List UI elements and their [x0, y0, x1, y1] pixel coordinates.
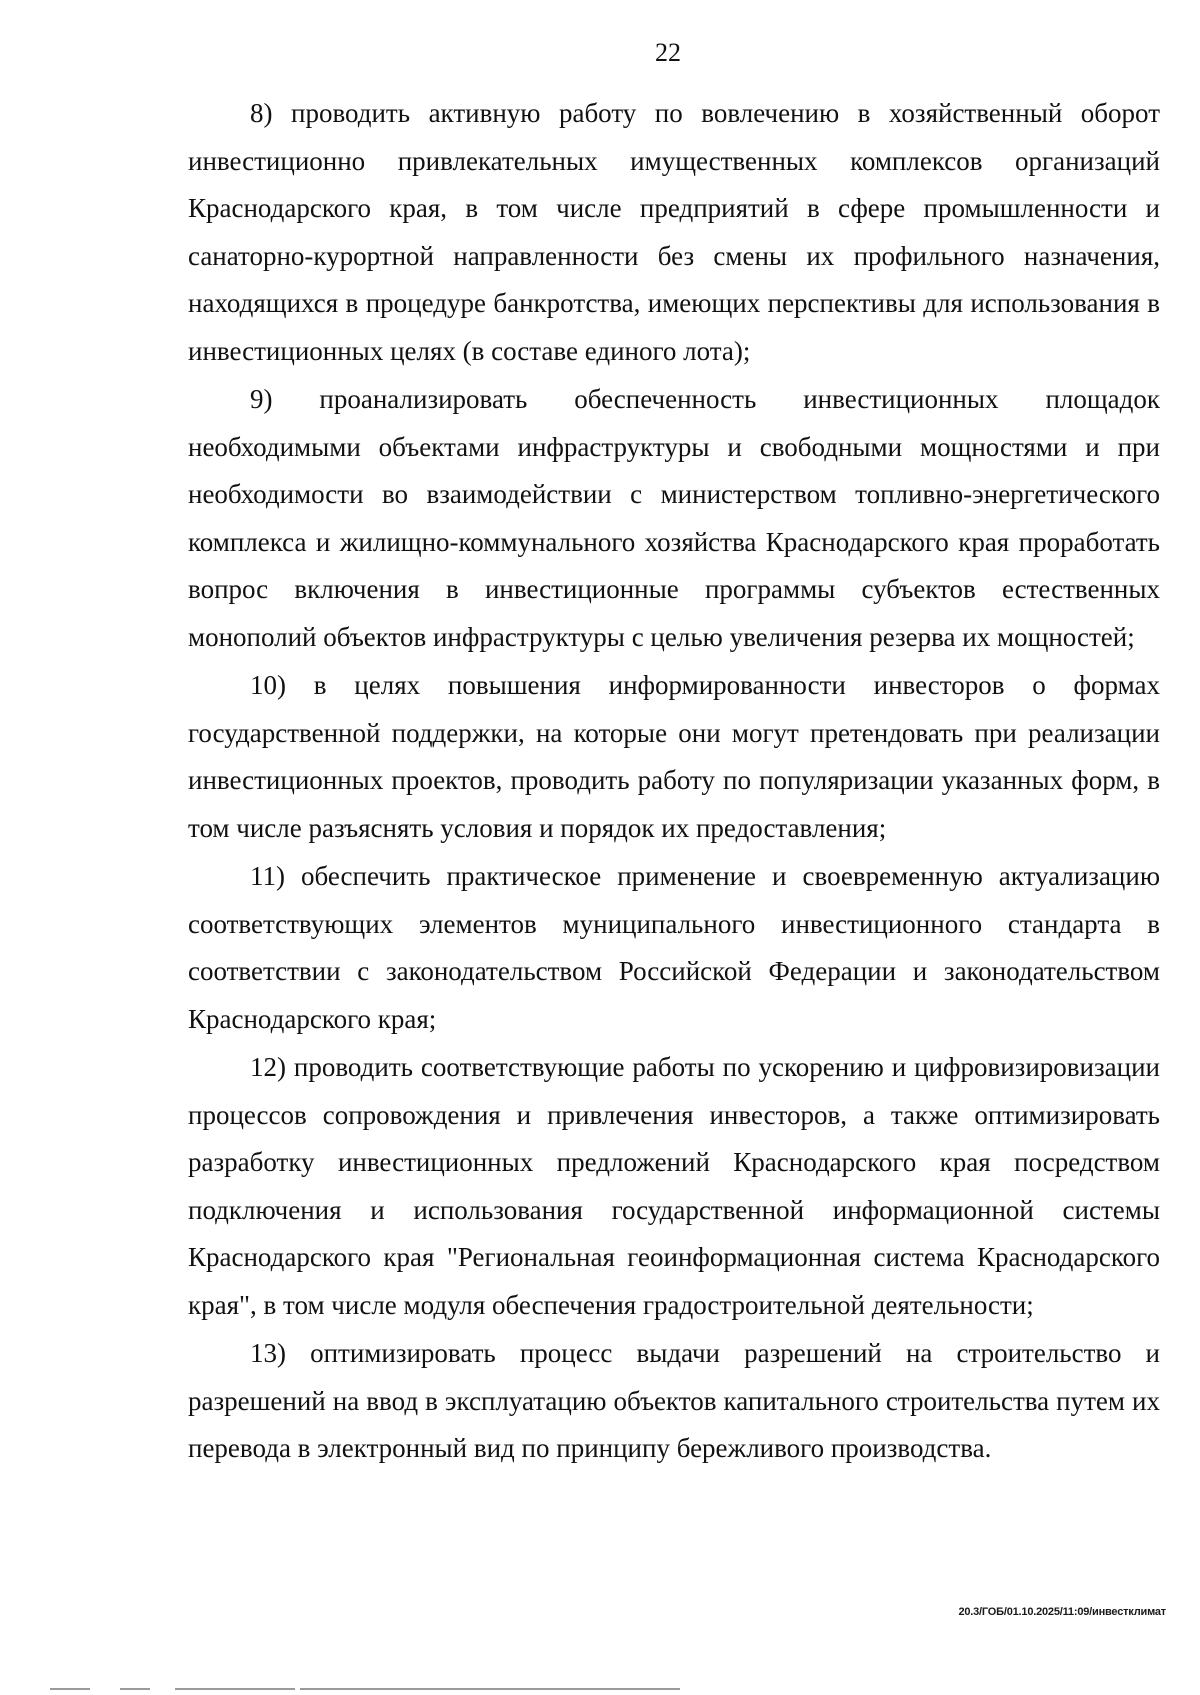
page-number: 22	[655, 38, 681, 67]
scan-edge-mark	[120, 1688, 150, 1690]
paragraph-item-13: 13) оптимизировать процесс выдачи разрешений на строительство и разрешений на ввод в эксплуатацию объектов капитального строительства путем их перевода в электронный вид по принципу бережливого производства.	[188, 1338, 1160, 1463]
paragraph-item-8: 8) проводить активную работу по вовлечению в хозяйственный оборот инвестиционно привлекательных имущественных комплексов организаций Краснодарского края, в том числе предприятий в сфере промышленности и санаторно-курортной направленности без смены их профильного назначения, находящихся в процедуре банкротства, имеющих перспективы для использования в инвестиционных целях (в составе единого лота);	[188, 98, 1160, 366]
scan-edge-mark	[175, 1688, 295, 1690]
paragraph-item-11: 11) обеспечить практическое применение и своевременную актуализацию соответствующих элементов муниципального инвестиционного стандарта в соответствии с законодательством Российской Федерации и законодательством Краснодарского края;	[188, 861, 1160, 1034]
paragraph-item-9: 9) проанализировать обеспеченность инвестиционных площадок необходимыми объектами инфраструктуры и свободными мощностями и при необходимости во взаимодействии с министерством топливно-энергетического комплекса и жилищно-коммунального хозяйства Краснодарского края проработать вопрос включения в инвестиционные программы субъектов естественных монополий объектов инфраструктуры с целью увеличения резерва их мощностей;	[188, 384, 1160, 652]
scan-edge-mark	[300, 1688, 680, 1690]
paragraph-item-10: 10) в целях повышения информированности инвесторов о формах государственной поддержки, на которые они могут претендовать при реализации инвестиционных проектов, проводить работу по популяризации указанных форм, в том числе разъяснять условия и порядок их предоставления;	[188, 670, 1160, 843]
paragraph-item-12: 12) проводить соответствующие работы по ускорению и цифровизировизации процессов сопровождения и привлечения инвесторов, а также оптимизировать разработку инвестиционных предложений Краснодарского края посредством подключения и использования государственной информационной системы Краснодарского края "Региональная геоинформационная система Краснодарского края", в том числе модуля обеспечения градостроительной деятельности;	[188, 1052, 1160, 1320]
document-registration-code: 20.3/ГОБ/01.10.2025/11:09/инвестклимат	[958, 1606, 1166, 1618]
document-body	[188, 90, 1160, 1474]
scan-edge-mark	[50, 1688, 90, 1690]
